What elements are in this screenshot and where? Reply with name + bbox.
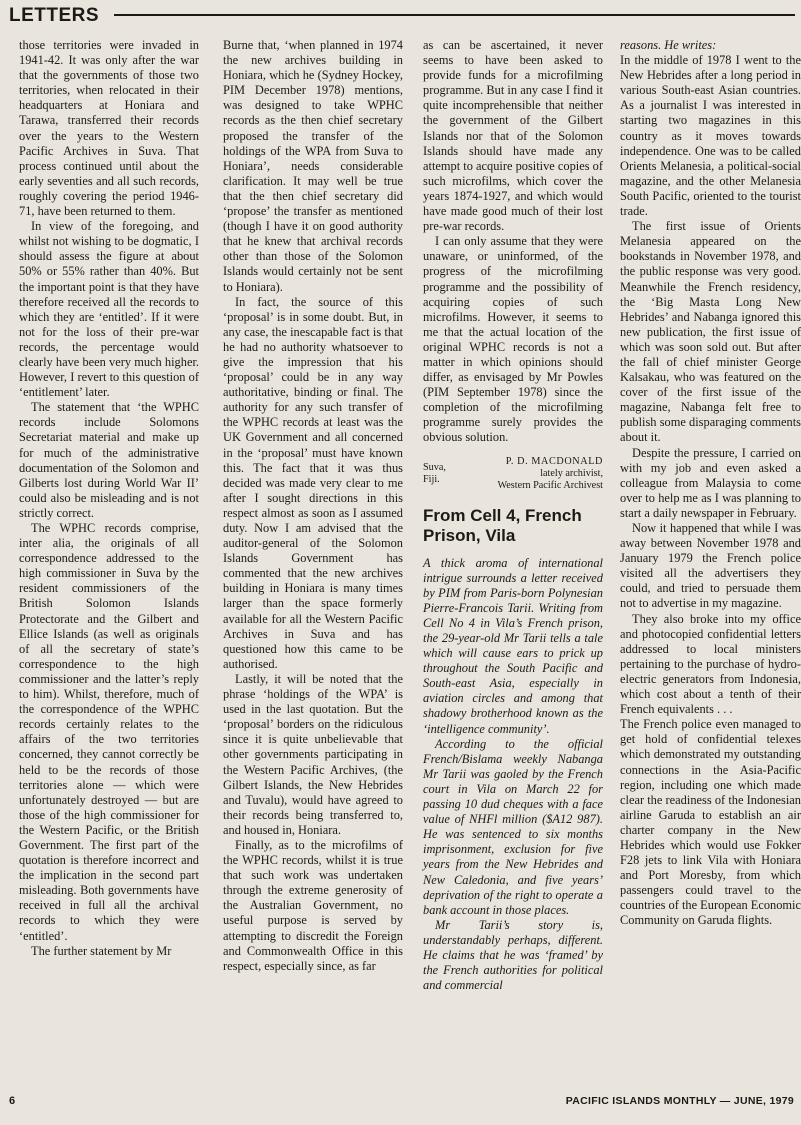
signature-title: lately archivist, [540, 467, 603, 479]
paragraph: Now it happened that while I was away between November 1978 and January 1979 the French police visited all the advertisers they could, and tried to persuade them not to advertise in my magazine. [620, 521, 801, 611]
paragraph: In view of the foregoing, and whilst not wishing to be dogmatic, I should assess the figure at about 50% or 55% rather than 40%. But the important point is that they have therefore received all the records to which they are ‘entitled’. If it were not for the loss of their pre-war records, the percentage would clearly have been very much higher. However, I revert to this question of ‘entitlement’ later. [19, 219, 199, 400]
page-number: 6 [9, 1095, 16, 1107]
headline-line: From Cell 4, French [423, 505, 582, 525]
signature-title: Western Pacific Archivest [497, 479, 603, 491]
paragraph: Burne that, ‘when planned in 1974 the new archives building in Honiara, which he (Sydney Hockey, PIM December 1978) mentions, was designed to take WPHC records as the then chief secretary proposed the transfer of the holdings of the WPA from Suva to Honiara’, needs considerable clarification. It may well be true that the then chief secretary did ‘propose’ the transfer as mentioned (though I have it on good authority that he knew that archival records other than those of the Solomon Islands would certainly not be sent to Honiara). [223, 38, 403, 294]
signature-block [497, 456, 603, 492]
publication-footer: PACIFIC ISLANDS MONTHLY — JUNE, 1979 [565, 1095, 794, 1107]
paragraph: In fact, the source of this ‘proposal’ is in some doubt. But, in any case, the inescapable fact is that he had no authority whatsoever to give the impression that his ‘proposal’ could be in any way authoritative, binding or final. The authority for any such transfer of the WPHC records at least was the UK Government and all concerned in the ‘proposal’ must have known this. The fact that it was thus decided was made very clear to me after I sought directions in this respect almost as soon as I assumed duty. Now I am advised that the auditor-general of the Solomon Islands Government has commented that the new archives building in Honiara is many times larger than the space formerly available for all the Western Pacific Archives in Suva and has questioned how this came to be authorised. [223, 294, 403, 671]
signature-location-line: Fiji. [423, 473, 440, 485]
paragraph: Lastly, it will be noted that the phrase ‘holdings of the WPA’ is used in the last quotation. But the ‘proposal’ borders on the ridiculous since it is quite unbelievable that other governments participating in the Western Pacific Archives, (the Gilbert Islands, the New Hebrides and Tuvalu), would have agreed to their records being transferred to, and housed in, Honiara. [223, 671, 403, 837]
section-label: LETTERS [9, 5, 100, 26]
column-1 [19, 38, 199, 959]
paragraph: as can be ascertained, it never seems to have been asked to provide funds for a microfilming programme. But in any case I find it quite incomprehensible that neither the government of the Gilbert Islands nor that of the Solomon Islands should have made any attempt to acquire positive copies of such microfilms, which cover the years 1874-1927, and which would have made good much of their lost pre-war records. [423, 38, 603, 234]
paragraph: The further statement by Mr [31, 943, 172, 958]
intro-paragraph: reasons. He writes: [620, 38, 717, 52]
paragraph: The statement that ‘the WPHC records include Solomons Secretariat material and make up for much of the administrative documentation of the Solomon and Gilberts lost during World War II’ could also be misleading and is not strictly correct. [19, 400, 199, 520]
letter-signature [423, 456, 603, 492]
paragraph: In the middle of 1978 I went to the New Hebrides after a long period in various South-east Asian countries. As a journalist I was interested in starting two magazines in this country as it moves towards independence. One was to be called Orients Melanesia, a political-social magazine, and the other Melanesia South Pacific, oriented to the tourist trade. [620, 53, 801, 219]
column-4 [620, 38, 801, 929]
article-headline [423, 506, 603, 546]
paragraph: Despite the pressure, I carried on with my job and even asked a colleague from Malaysia to come over to help me as I was planning to start a daily newspaper in February. [620, 445, 801, 520]
column-2 [223, 38, 403, 974]
paragraph: They also broke into my office and photocopied confidential letters addressed to local ministers pertaining to the purchase of hydro-electric generators from Indonesia, which cost about a tenth of their French equivalents . . . [620, 611, 801, 717]
headline-line: Prison, Vila [423, 525, 516, 545]
paragraph: those territories were invaded in 1941-42. It was only after the war that the governments of those two territories, when relocated in their headquarters at Honiara and Tarawa, transferred their records over the years to the Western Pacific Archives in Suva. That process continued until about the early seventies and all such records, roughly covering the period 1946-71, have been returned to them. [19, 38, 199, 219]
column-3 [423, 38, 603, 993]
intro-paragraph: Mr Tarii’s story is, understandably perhaps, different. He claims that he was ‘framed’ by the French authorities for political and commercial [423, 917, 603, 993]
signature-location-line: Suva, [423, 461, 446, 473]
header-rule [114, 14, 795, 16]
intro-paragraph: A thick aroma of international intrigue surrounds a letter received by PIM from Paris-born Polynesian Pierre-Francois Tarii. Writing from Cell No 4 in Vila’s French prison, the 29-year-old Mr Tarii tells a tale which will cause ears to prick up throughout the South Pacific and South-east Asia, especially in aviation circles and among that shadowy brotherhood known as the ‘intelligence community’. [423, 555, 603, 736]
paragraph: The first issue of Orients Melanesia appeared on the bookstands in November 1978, and the public response was very good. Meanwhile the French residency, the ‘Big Masta Long New Hebrides’ and Nabanga ignored this new publication, the first issue of which was soon sold out. But after the fall of chief minister George Kalsakau, who was featured on the cover of the first issue of the magazine, Nabanga felt free to publish some disparaging comments about it. [620, 219, 801, 445]
paragraph: The French police even managed to get hold of confidential telexes which demonstrated my outstanding connections in the Asia-Pacific region, including one which made clear the readiness of the Indonesian airline Garuda to establish an air charter company in the New Hebrides which would use Fokker F28 jets to link Vila with Honiara and Port Moresby, from which passengers could travel to the countries of the European Economic Community on Garuda flights. [620, 717, 801, 928]
intro-paragraph: According to the official French/Bislama weekly Nabanga Mr Tarii was gaoled by the French court in Vila on March 22 for passing 10 dud cheques with a face value of NHFl million ($A12 987). He was sentenced to six months imprisonment, exclusion for five years from the New Hebrides and New Caledonia, and five years’ deprivation of the right to operate a bank account in those places. [423, 736, 603, 917]
paragraph: I can only assume that they were unaware, or uninformed, of the progress of the microfilming programme and the possibility of acquiring copies of such microfilms. However, it seems to me that the actual location of the original WPHC records is not a matter in which opinions should differ, as envisaged by Mr Powles (PIM September 1978) since the completion of the microfilming programme surely provides the obvious solution. [423, 234, 603, 445]
paragraph: The WPHC records comprise, inter alia, the originals of all correspondence addressed to the high commissioner in Suva by the resident commissioners of the British Solomon Islands Protectorate and the Gilbert and Ellice Islands (as well as originals of all the secretary of state’s correspondence to the high commissioner and the latter’s reply to him). Whilst, therefore, much of the correspondence of the WPHC records certainly relates to the affairs of the two territories concerned, they cannot correctly be held to be the records of those territories alone — which were unfortunately destroyed — but are those of the high commissioner for the Western Pacific, or the British Government. The first part of the quotation is therefore incorrect and the implication in the second part misleading. Both governments have received in full all the archival records to which they were ‘entitled’. [19, 521, 199, 943]
signature-location [423, 456, 446, 492]
signature-name: P. D. MACDONALD [505, 455, 603, 467]
paragraph: Finally, as to the microfilms of the WPHC records, whilst it is true that such work was undertaken through the extreme generosity of the Australian Government, no useful purpose is served by attempting to discredit the Foreign and Commonwealth Office in this respect, especially since, as far [223, 837, 403, 973]
